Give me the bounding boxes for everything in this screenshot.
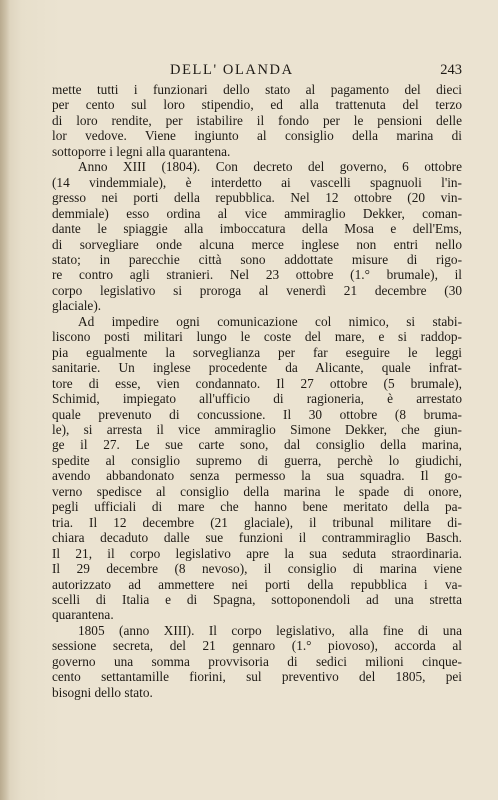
page-number: 243 [440, 62, 462, 78]
text-line: demmiale) esso ordina al vice ammiraglio Dekker, coman- [52, 205, 462, 221]
text-line: di loro rendite, per istabilire il fondo per le pensioni delle [52, 112, 462, 128]
text-line: spedite al consiglio supremo di guerra, perchè lo giudichi, [52, 452, 462, 468]
text-line: dante le spiaggie alla imboccatura della Mosa e dell'Ems, [52, 221, 462, 237]
text-line: Schimid, impiegato all'ufficio di ragioneria, è arrestato [52, 391, 462, 407]
text-line: pegli ufficiali di mare che hanno bene meritato della pa- [52, 499, 462, 515]
text-line: scelli di Italia e di Spagna, sottoponendoli ad una stretta [52, 591, 462, 607]
text-line: stato; in parecchie città sono addottate misure di rigo- [52, 251, 462, 267]
text-line: di sorvegliare onde alcuna merce inglese non entri nello [52, 236, 462, 252]
text-line: corpo legislativo si proroga al venerdì 21 decembre (30 [52, 282, 462, 298]
text-line: le), si arresta il vice ammiraglio Simone Dekker, che giun- [52, 421, 462, 437]
text-line: autorizzato ad ammettere nei porti della repubblica i va- [52, 576, 462, 592]
text-line: cento settantamille fiorini, sul preventivo del 1805, pei [52, 669, 462, 685]
running-header [52, 62, 462, 80]
text-line: pia egualmente la sorveglianza per far eseguire le leggi [52, 344, 462, 360]
paragraph [52, 623, 462, 700]
text-line: (14 vindemmiale), è interdetto ai vascelli spagnuoli l'in- [52, 174, 462, 190]
paragraph [52, 314, 462, 623]
text-line: sessione secreta, del 21 gennaro (1.° piovoso), accorda al [52, 638, 462, 654]
text-line: re contro agli stranieri. Nel 23 ottobre (1.° brumale), il [52, 267, 462, 283]
body-text [52, 82, 462, 700]
spine-shadow [0, 0, 10, 800]
paragraph [52, 159, 462, 314]
text-line: Il 29 decembre (8 nevoso), il consiglio di marina viene [52, 561, 462, 577]
text-line: ge il 27. Le sue carte sono, dal consiglio della marina, [52, 437, 462, 453]
text-line: quarantena. [52, 607, 114, 623]
text-line: per cento sul loro stipendio, ed alla trattenuta del terzo [52, 97, 462, 113]
text-line: quale prevenuto di concussione. Il 30 ottobre (8 bruma- [52, 406, 462, 422]
text-line: 1805 (anno XIII). Il corpo legislativo, alla fine di una [78, 622, 462, 638]
text-line: tore di esse, vien condannato. Il 27 ottobre (5 brumale), [52, 375, 462, 391]
text-line: liscono posti militari lungo le coste del mare, e si raddop- [52, 329, 462, 345]
text-line: mette tutti i funzionari dello stato al pagamento del dieci [52, 82, 462, 97]
text-line: tria. Il 12 decembre (21 glaciale), il tribunal militare di- [52, 514, 462, 530]
paragraph [52, 82, 462, 159]
text-line: chiara decaduto dalle sue funzioni il contrammiraglio Basch. [52, 530, 462, 546]
text-line: sottoporre i legni alla quarantena. [52, 143, 231, 159]
text-line: Ad impedire ogni comunicazione col nimico, si stabi- [78, 313, 462, 329]
text-line: sanitarie. Un inglese procedente da Alicante, quale infrat- [52, 360, 462, 376]
text-line: bisogni dello stato. [52, 684, 153, 700]
running-title: DELL' OLANDA [170, 62, 294, 78]
text-line: Anno XIII (1804). Con decreto del governo, 6 ottobre [78, 159, 462, 175]
text-line: lor vedove. Viene ingiunto al consiglio della marina di [52, 128, 462, 144]
text-line: governo una somma provvisoria di sedici milioni cinque- [52, 653, 462, 669]
text-line: glaciale). [52, 298, 102, 314]
text-line: avendo abbandonato senza permesso la sua squadra. Il go- [52, 468, 462, 484]
text-line: verno spedisce al consiglio della marina le spade di onore, [52, 483, 462, 499]
text-line: gresso nei porti della repubblica. Nel 12 ottobre (20 vin- [52, 190, 462, 206]
text-line: Il 21, il corpo legislativo apre la sua seduta straordinaria. [52, 545, 462, 561]
